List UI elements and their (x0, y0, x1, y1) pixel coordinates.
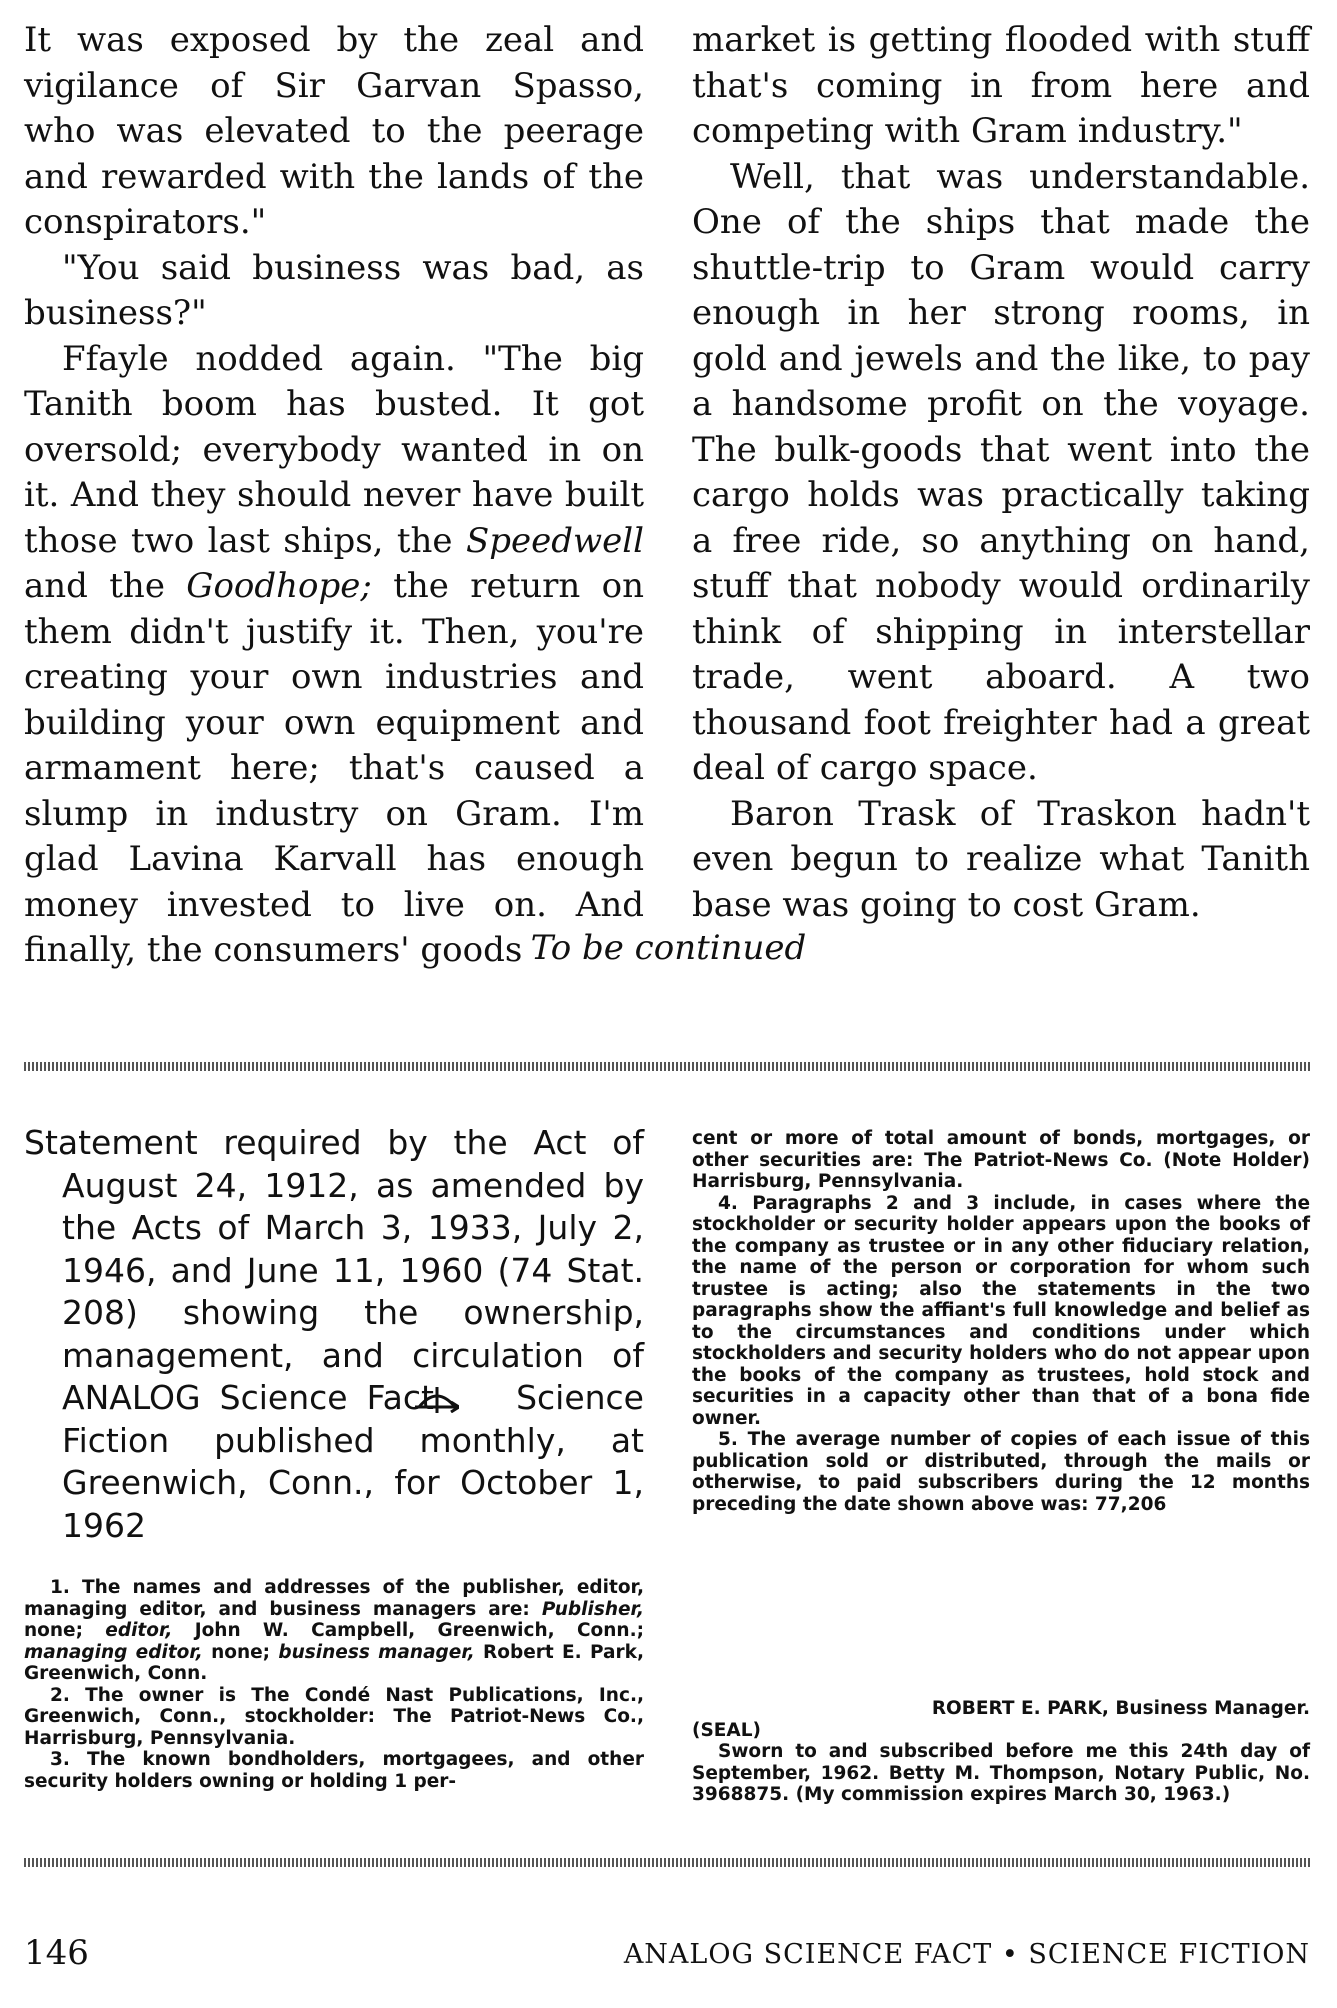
story-paragraph: It was exposed by the zeal and vigilance of Sir Garvan Spasso, who was elevated to the peerage and rewarded with the lands of the conspirators." (24, 20, 644, 242)
story-column-left (24, 18, 644, 974)
item-text: none; (24, 1620, 106, 1641)
statement-signature-block (692, 1698, 1310, 1806)
statement-item-1 (24, 1577, 644, 1685)
analog-logo-icon (453, 1381, 497, 1409)
story-column-right (692, 18, 1310, 928)
footer-divider (24, 1858, 1310, 1867)
statement-heading (24, 1122, 644, 1547)
statement-item-4: 4. Paragraphs 2 and 3 include, in cases where the stockholder or security holder appears upon the books of the company as trustee or in any other fiduciary relation, the name of the person or corporation for whom such trustee is acting; also the statements in the two paragraphs show the affiant's full knowledge and belief as to the circumstances and conditions under which stockholders and security holders who do not appear upon the books of the company as trustees, hold stock and securities in a capacity other than that of a bona fide owner. (692, 1192, 1310, 1429)
notary-statement: Sworn to and subscribed before me this 24th day of September, 1962. Betty M. Thompson, Notary Public, No. 3968875. (My commission expires March 30, 1963.) (692, 1741, 1310, 1805)
item-role: editor, (105, 1620, 173, 1641)
statement-item-3-continued: cent or more of total amount of bonds, mortgages, or other securities are: The Patriot-News Co. (Note Holder) Harrisburg, Pennsylvania. (692, 1128, 1310, 1192)
item-text: 1. The names and addresses of the publisher, editor, managing editor, and business managers are: (24, 1577, 644, 1620)
statement-heading-post: Science Fiction published monthly, at Greenwich, Conn., for October 1, 1962 (62, 1378, 644, 1545)
statement-heading-text (24, 1122, 644, 1547)
statement-heading-pre: Statement required by the Act of August 24, 1912, as amended by the Acts of March 3, 1933, July 2, 1946, and June 11, 1960 (74 Stat. 208) showing the ownership, management, and circulation of ANALOG Science Fact (24, 1123, 644, 1417)
story-text: the return on them didn't justify it. Then, you're creating your own industries and building your own equipment and armament here; that's caused a slump in industry on Gram. I'm glad Lavina Karvall has enough money invested to live on. And finally, the consumers' goods (24, 566, 644, 970)
item-text: Robert E. Park, Greenwich, Conn. (24, 1641, 644, 1684)
story-paragraph: "You said business was bad, as business?" (24, 247, 644, 333)
statement-items-left (24, 1577, 644, 1792)
item-text: none; (202, 1641, 279, 1663)
magazine-title: ANALOG SCIENCE FACT • SCIENCE FICTION (623, 1939, 1310, 1970)
item-role: Publisher, (541, 1598, 644, 1620)
statement-item-2: 2. The owner is The Condé Nast Publications, Inc., Greenwich, Conn., stockholder: The Patriot-News Co., Harrisburg, Pennsylvania. (24, 1684, 644, 1749)
statement-item-5: 5. The average number of copies of each issue of this publication sold or distributed, through the mails or otherwise, to paid subscribers during the 12 months preceding the date shown above was: 77,206 (692, 1429, 1310, 1515)
item-text: John W. Campbell, Greenwich, Conn.; (172, 1620, 644, 1641)
seal-label: (SEAL) (692, 1719, 761, 1741)
item-role: managing editor, (24, 1641, 203, 1663)
story-paragraph: Well, that was understandable. One of the ships that made the shuttle-trip to Gram would carry enough in her strong rooms, in gold and jewels and the like, to pay a handsome profit on the voyage. The bulk-goods that went into the cargo holds was practically taking a free ride, so anything on hand, stuff that nobody would ordinarily think of shipping in interstellar trade, went aboard. A two thousand foot freighter had a great deal of cargo space. (692, 156, 1310, 788)
ship-name: Speedwell (465, 520, 644, 561)
signature: ROBERT E. PARK, Business Manager. (931, 1698, 1310, 1719)
statement-items-right (692, 1128, 1310, 1515)
story-paragraph: Baron Trask of Traskon hadn't even begun to realize what Tanith base was going to cost Gram. (692, 793, 1310, 925)
story-text: Ffayle nodded again. "The big Tanith boom has busted. It got oversold; everybody wanted in on it. And they should never have built those two last ships, the (24, 338, 644, 561)
statement-item-3: 3. The known bondholders, mortgagees, and other security holders owning or holding 1 per- (24, 1749, 644, 1792)
page-number: 146 (24, 1933, 89, 1973)
story-text: and the (24, 566, 187, 606)
section-divider (24, 1062, 1310, 1071)
story-paragraph: market is getting flooded with stuff that's coming in from here and competing with Gram industry." (692, 20, 1310, 151)
ship-name: Goodhope; (186, 566, 372, 606)
to-be-continued: To be continued (530, 928, 807, 968)
story-paragraph (24, 337, 644, 974)
item-role: business manager, (278, 1641, 475, 1663)
